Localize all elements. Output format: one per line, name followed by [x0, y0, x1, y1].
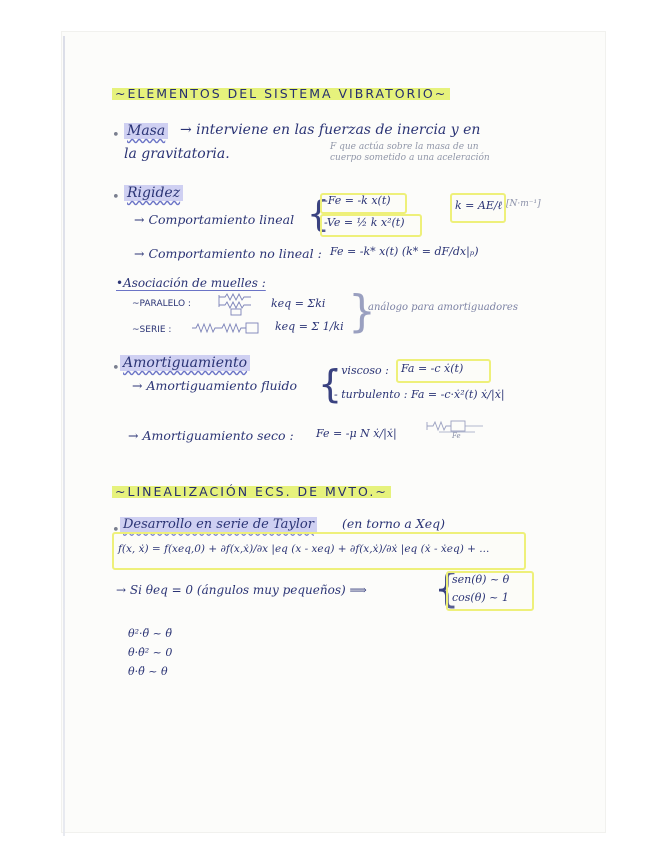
taylor-equation: f(x, ẋ) = f(xeq,0) + ∂f(x,ẋ)/∂x |eq (x - xeq) + ∂f(x,ẋ)/∂ẋ |eq (ẋ - ẋeq) + ... [118, 543, 490, 555]
section-title-linealizacion: ~LINEALIZACIÓN ECS. DE MVTO.~ [112, 484, 391, 499]
viscoso-label: - viscoso : [334, 364, 389, 377]
bullet-taylor: • [112, 523, 120, 538]
viscoso-equation: Fa = -c ẋ(t) [401, 362, 464, 375]
section-title-elementos: ~ELEMENTOS DEL SISTEMA VIBRATORIO~ [112, 86, 450, 101]
seco-equation: Fe = -μ N ẋ/|ẋ| [316, 427, 397, 440]
sen-equation: sen(θ) ~ θ [452, 573, 510, 586]
brace-fluido: { [318, 362, 343, 406]
cos-equation: cos(θ) ~ 1 [452, 591, 509, 604]
bullet-rigidez: • [112, 190, 120, 205]
masa-text: → interviene en las fuerzas de inercia y en [180, 122, 481, 138]
taylor-label: Desarrollo en serie de Taylor [120, 517, 317, 532]
amort-label: Amortiguamiento [120, 355, 250, 371]
turbulento-equation: - turbulento : Fa = -c·ẋ²(t) ẋ/|ẋ| [334, 388, 505, 401]
friction-block-icon [425, 418, 505, 440]
paralelo-label: ~PARALELO : [132, 299, 191, 309]
brace-lineal: { [307, 194, 330, 235]
spring-series-icon [190, 318, 266, 336]
taylor-tail: (en torno a Xeq) [342, 516, 445, 531]
masa-text-2: la gravitatoria. [124, 146, 230, 162]
nolineal-equation: Fe = -k* x(t) (k* = dF/dx|ₚ) [330, 245, 479, 258]
asociacion-label: •Asociación de muelles : [116, 276, 266, 290]
lineal-label: → Comportamiento lineal [134, 212, 295, 227]
k-units: [N·m⁻¹] [506, 199, 541, 209]
analogo-text: análogo para amortiguadores [368, 302, 518, 313]
approx-1: θ²·θ̈ ~ θ̈ [128, 627, 172, 640]
seco-figure-label: Fe [452, 432, 461, 440]
ve-equation: -Ve = ½ k x²(t) [324, 216, 405, 229]
approx-3: θ·θ̈ ~ θ [128, 665, 168, 678]
rigidez-label: Rigidez [124, 185, 183, 201]
masa-label: Masa [124, 123, 168, 139]
brace-asociacion: } [348, 286, 376, 337]
paralelo-equation: keq = Σki [271, 297, 326, 310]
approx-2: θ·θ̇² ~ 0 [128, 646, 173, 659]
bullet-masa: • [112, 128, 120, 143]
k-equation: k = AE/ℓ [455, 199, 503, 212]
fe-equation: -Fe = -k x(t) [324, 194, 391, 207]
fluido-label: → Amortiguamiento fluido [132, 378, 298, 393]
seco-label: → Amortiguamiento seco : [128, 428, 294, 443]
spring-parallel-icon [217, 292, 255, 316]
si-label: → Si θeq = 0 (ángulos muy pequeños) ⟹ [116, 583, 367, 597]
masa-note-1: F que actúa sobre la masa de un [330, 142, 479, 152]
serie-equation: keq = Σ 1/ki [275, 320, 344, 333]
brace-small-angles: { [434, 566, 460, 612]
margin-line [63, 36, 65, 836]
bullet-amort: • [112, 361, 120, 376]
nolineal-label: → Comportamiento no lineal : [134, 246, 322, 261]
serie-label: ~SERIE : [132, 325, 172, 335]
masa-note-2: cuerpo sometido a una aceleración [330, 153, 490, 163]
